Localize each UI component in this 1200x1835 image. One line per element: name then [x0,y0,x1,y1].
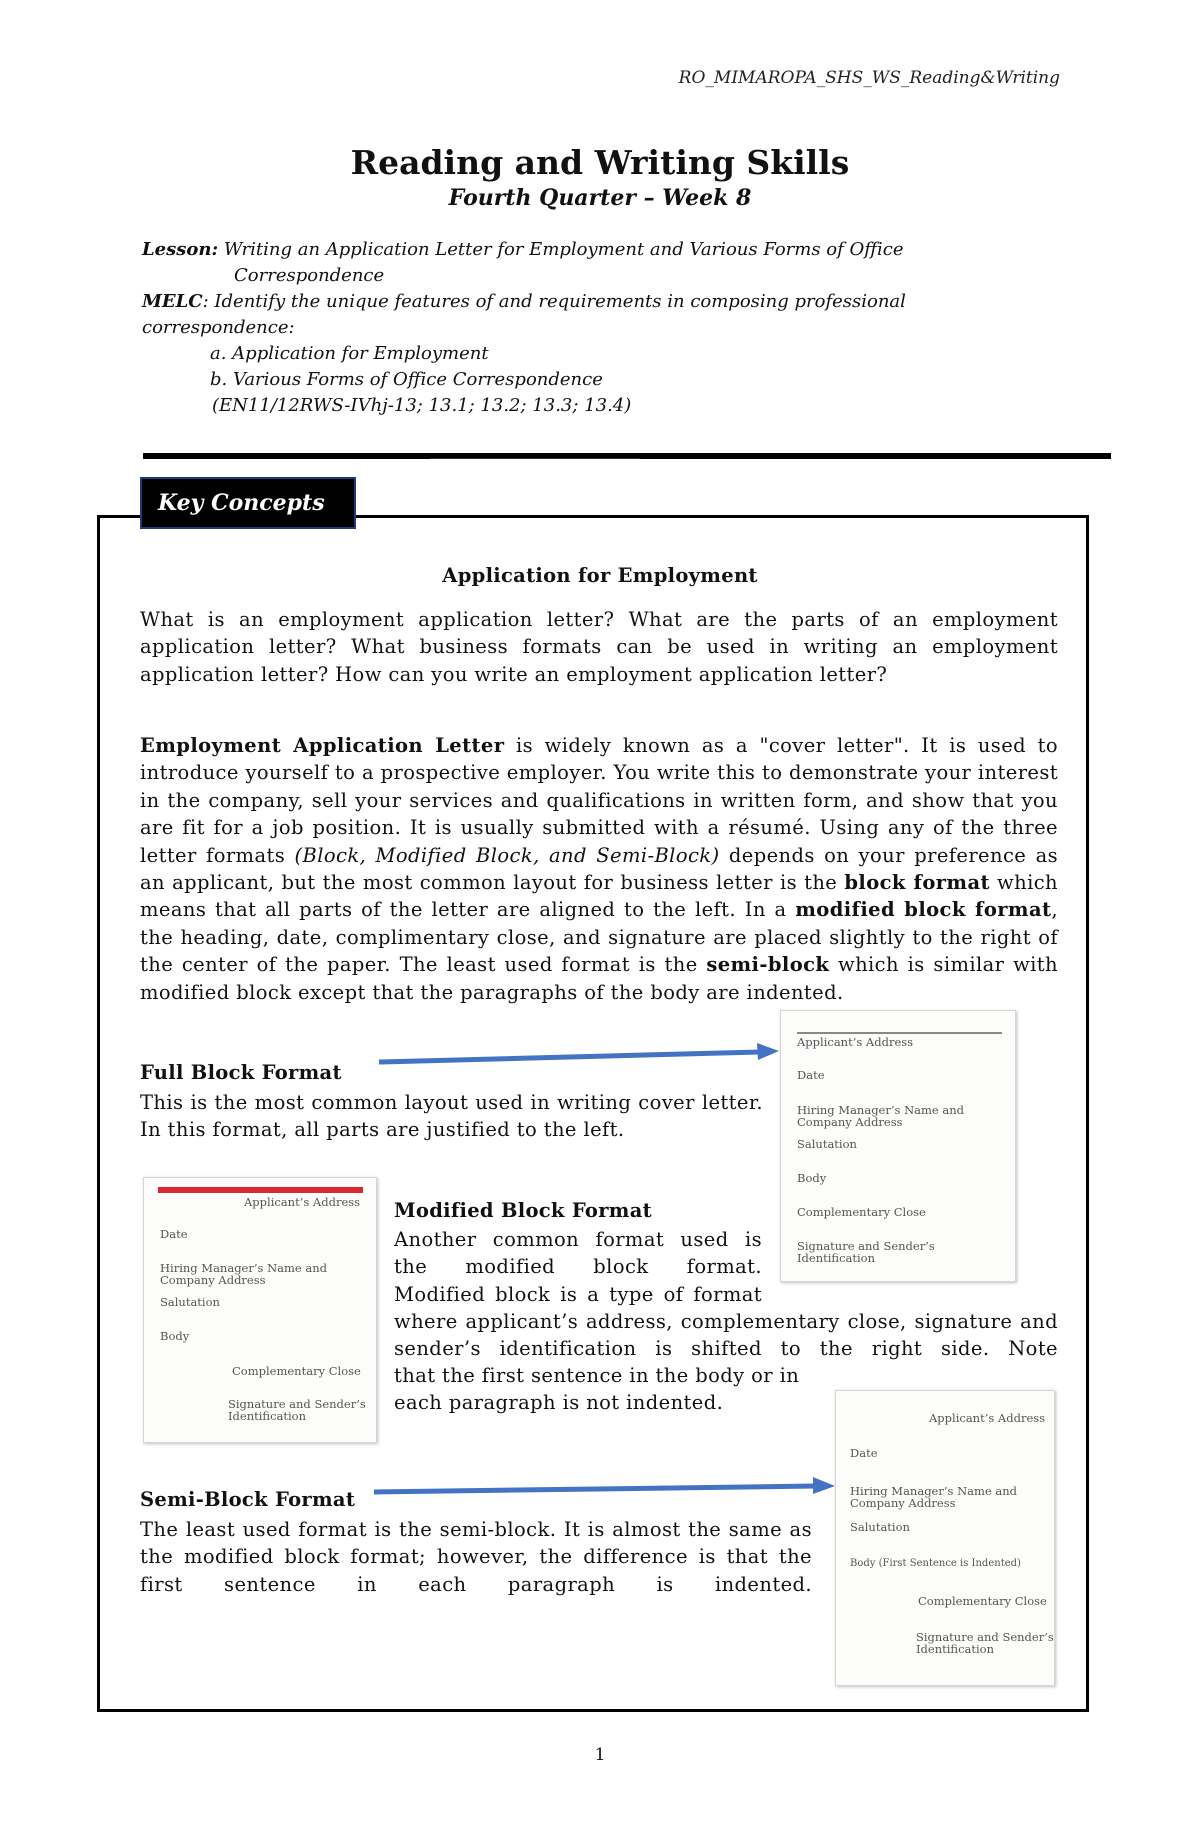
thumb-date: Date [797,1068,825,1082]
modified-block-text-wide: where applicant’s address, complementary close, signature and sender’s identification is shifted to the right side. Note [394,1310,1058,1361]
thumb-salutation: Salutation [797,1137,857,1151]
arrow-full-block [375,1038,785,1070]
thumb-salutation: Salutation [850,1520,910,1534]
melc-line [142,289,1022,315]
thumb-signature: Signature and Sender’s [797,1239,935,1253]
arrow-head [813,1477,835,1494]
thumb-body: Body [160,1329,190,1343]
page-title: Reading and Writing Skills [350,143,850,182]
p1-formats: (Block, Modified Block, and Semi-Block) [294,843,720,867]
divider-thin [430,458,640,459]
term-employment-application-letter: Employment Application Letter [140,734,505,757]
lesson-text-cont: Correspondence [234,265,385,286]
thumb-company: Company Address [850,1496,956,1510]
thumb-applicant-address: Applicant’s Address [929,1411,1046,1425]
thumb-signature: Signature and Sender’s [916,1630,1054,1644]
semi-block-text: The least used format is the semi-block. It is almost the same as the modified block format; however, the difference is that the first sentence in each paragraph is indented. [140,1518,812,1596]
full-block-text: This is the most common layout used in writing cover letter. In this format, all parts are justified to the left. [140,1091,763,1142]
p1-text-a: is widely known as a "cover letter". It is used to introduce yourself to a prospective employer. You write this to demonstrate your interest in the company, sell your services and qualifications in written form, and show that you are fit for a job position. It is usually submitted with a résumé. Using any of the three letter formats [140,734,1058,867]
thumb-body: Body [797,1171,827,1185]
lesson-text: Writing an Application Letter for Employment and Various Forms of Office [223,239,904,260]
thumb-identification: Identification [916,1642,995,1656]
p1-text-d: , the heading, date, complimentary close, and signature are placed slightly to the right of the center of the paper. The least used format is the [140,898,1058,977]
thumb-identification: Identification [797,1251,876,1265]
thumb-red-bar [158,1187,363,1193]
p1-text-b: depends on your preference as an applicant, but the most common layout for business letter is the [140,843,1059,895]
melc-text-cont: correspondence: [142,317,295,338]
melc-item-a: a. Application for Employment [210,343,489,364]
arrow-shaft [374,1486,816,1492]
arrow-head [757,1043,779,1060]
melc-label: MELC [142,291,203,312]
cover-letter-paragraph [140,732,1058,1006]
lesson-line [142,237,1022,263]
arrow-shaft [379,1052,760,1062]
thumb-manager: Hiring Manager’s Name and [160,1261,327,1275]
full-block-heading: Full Block Format [140,1061,342,1084]
full-block-thumbnail [780,1010,1016,1282]
thumb-applicant-address: Applicant’s Address [797,1035,914,1049]
thumb-identification: Identification [228,1409,307,1423]
modified-block-text-narrow: Another common format used is the modified block format. Modified block is a type of format [394,1228,762,1306]
thumb-signature: Signature and Sender’s [228,1397,366,1411]
lesson-block [142,237,1022,419]
melc-code: (EN11/12RWS-IVhj-13; 13.1; 13.2; 13.3; 13.4) [212,395,632,416]
thumb-manager: Hiring Manager’s Name and [850,1484,1017,1498]
modified-block-text-end1: that the first sentence in the body or in [394,1364,800,1387]
modified-block-heading: Modified Block Format [394,1199,652,1222]
thumb-company: Company Address [160,1273,266,1287]
page-number: 1 [594,1745,606,1765]
key-concepts-label: Key Concepts [140,477,356,529]
term-semi-block: semi-block [706,953,830,977]
modified-block-text-end2: each paragraph is not indented. [394,1391,724,1414]
modified-block-thumbnail [143,1177,377,1443]
thumb-body: Body (First Sentence is Indented) [850,1558,1021,1569]
thumb-header-line [797,1032,1002,1034]
semi-block-thumbnail [835,1390,1055,1686]
thumb-close: Complementary Close [797,1205,926,1219]
section-heading: Application for Employment [442,564,758,587]
thumb-date: Date [160,1227,188,1241]
document-code: RO_MIMAROPA_SHS_WS_Reading&Writing [678,68,1060,88]
term-modified-block-format: modified block format [795,898,1052,922]
arrow-semi-block [370,1472,840,1500]
thumb-date: Date [850,1446,878,1460]
thumb-salutation: Salutation [160,1295,220,1309]
melc-item-b: b. Various Forms of Office Correspondence [210,369,603,390]
p1-text-c: which means that all parts of the letter are aligned to the left. In a [140,871,1058,922]
intro-paragraph: What is an employment application letter? What are the parts of an employment application letter? What business formats can be used in writing an employment application letter? How can you write an employment application letter? [140,608,1058,686]
page-subtitle: Fourth Quarter – Week 8 [448,185,752,211]
thumb-close: Complementary Close [232,1364,361,1378]
p1-text-e: which is similar with modified block except that the paragraphs of the body are indented. [140,953,1058,1004]
term-block-format: block format [844,871,990,895]
thumb-applicant-address: Applicant’s Address [244,1195,361,1209]
thumb-manager: Hiring Manager’s Name and [797,1103,964,1117]
thumb-company: Company Address [797,1115,903,1129]
melc-text: : Identify the unique features of and requirements in composing professional [202,291,906,312]
lesson-label: Lesson: [142,239,219,260]
thumb-close: Complementary Close [918,1594,1047,1608]
semi-block-heading: Semi-Block Format [140,1488,356,1511]
